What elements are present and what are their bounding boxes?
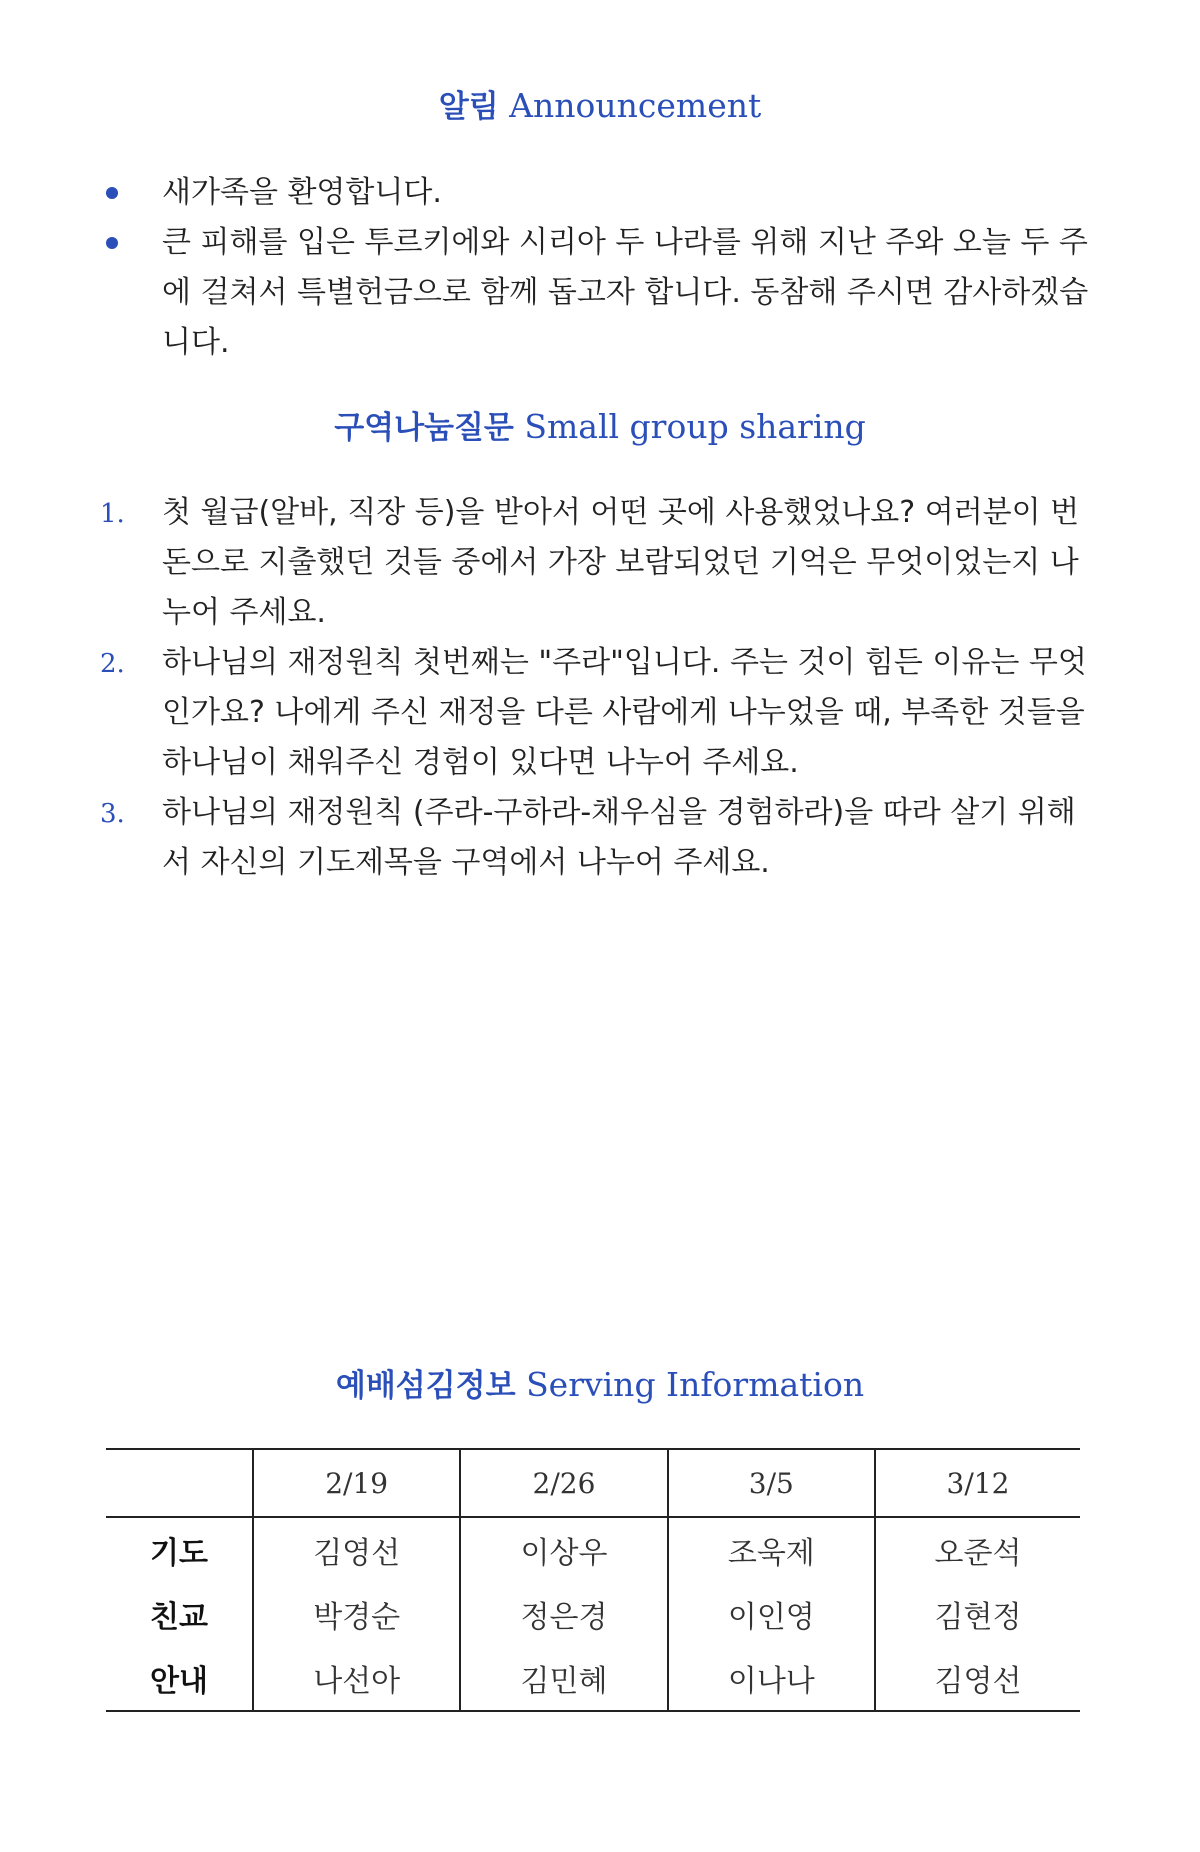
question-number: 2. bbox=[100, 649, 125, 679]
name-cell: 김현정 bbox=[875, 1582, 1080, 1646]
role-label: 안내 bbox=[150, 1664, 208, 1699]
name-cell: 이나나 bbox=[668, 1646, 875, 1711]
question-text: 하나님의 재정원칙 (주라-구하라-채우심을 경험하라)을 따라 살기 위해서 자신의 기도제목을 구역에서 나누어 주세요. bbox=[162, 795, 1076, 880]
sharing-question-list bbox=[100, 488, 1100, 888]
question-text: 첫 월급(알바, 직장 등)을 받아서 어떤 곳에 사용했었나요? 여러분이 번 돈으로 지출했던 것들 중에서 가장 보람되었던 기억은 무엇이었는지 나누어 주세요. bbox=[162, 495, 1080, 630]
serving-header-row bbox=[106, 1449, 1080, 1517]
announcement-item bbox=[100, 218, 1100, 368]
name-cell: 김영선 bbox=[875, 1646, 1080, 1711]
table-row bbox=[106, 1582, 1080, 1646]
name-cell: 정은경 bbox=[460, 1582, 667, 1646]
small-group-heading-ko: 구역나눔질문 bbox=[334, 410, 514, 446]
serving-heading bbox=[0, 1365, 1200, 1406]
table-row bbox=[106, 1517, 1080, 1582]
table-row bbox=[106, 1646, 1080, 1711]
serving-heading-ko: 예배섬김정보 bbox=[335, 1368, 516, 1404]
name-cell: 김영선 bbox=[253, 1517, 460, 1582]
role-label: 기도 bbox=[150, 1536, 208, 1571]
name-cell: 나선아 bbox=[253, 1646, 460, 1711]
question-number: 3. bbox=[100, 799, 125, 829]
date-header: 3/12 bbox=[875, 1449, 1080, 1517]
bullet-icon bbox=[106, 187, 118, 199]
serving-table bbox=[106, 1448, 1080, 1712]
date-header: 2/19 bbox=[253, 1449, 460, 1517]
name-cell: 이인영 bbox=[668, 1582, 875, 1646]
name-cell: 박경순 bbox=[253, 1582, 460, 1646]
question-number: 1. bbox=[100, 499, 125, 529]
small-group-heading bbox=[0, 407, 1200, 448]
announcement-heading-en: Announcement bbox=[509, 86, 762, 125]
date-header: 3/5 bbox=[668, 1449, 875, 1517]
name-cell: 이상우 bbox=[460, 1517, 667, 1582]
announcement-heading-ko: 알림 bbox=[438, 89, 499, 125]
name-cell: 오준석 bbox=[875, 1517, 1080, 1582]
corner-cell bbox=[106, 1449, 253, 1517]
sharing-question bbox=[100, 488, 1100, 638]
announcement-heading bbox=[0, 86, 1200, 127]
sharing-question bbox=[100, 638, 1100, 788]
role-label: 친교 bbox=[150, 1600, 208, 1635]
question-text: 하나님의 재정원칙 첫번째는 "주라"입니다. 주는 것이 힘든 이유는 무엇인가요? 나에게 주신 재정을 다른 사람에게 나누었을 때, 부족한 것들을 하나님이 채워주신 경험이 있다면 나누어 주세요. bbox=[162, 645, 1087, 780]
announcement-item-text: 새가족을 환영합니다. bbox=[162, 175, 442, 210]
small-group-heading-en: Small group sharing bbox=[524, 407, 866, 446]
announcement-list bbox=[100, 168, 1100, 368]
name-cell: 조욱제 bbox=[668, 1517, 875, 1582]
bullet-icon bbox=[106, 237, 118, 249]
announcement-item bbox=[100, 168, 1100, 218]
date-header: 2/26 bbox=[460, 1449, 667, 1517]
serving-heading-en: Serving Information bbox=[526, 1365, 865, 1404]
sharing-question bbox=[100, 788, 1100, 888]
name-cell: 김민혜 bbox=[460, 1646, 667, 1711]
announcement-item-text: 큰 피해를 입은 투르키에와 시리아 두 나라를 위해 지난 주와 오늘 두 주에 걸쳐서 특별헌금으로 함께 돕고자 합니다. 동참해 주시면 감사하겠습니다. bbox=[162, 225, 1089, 360]
